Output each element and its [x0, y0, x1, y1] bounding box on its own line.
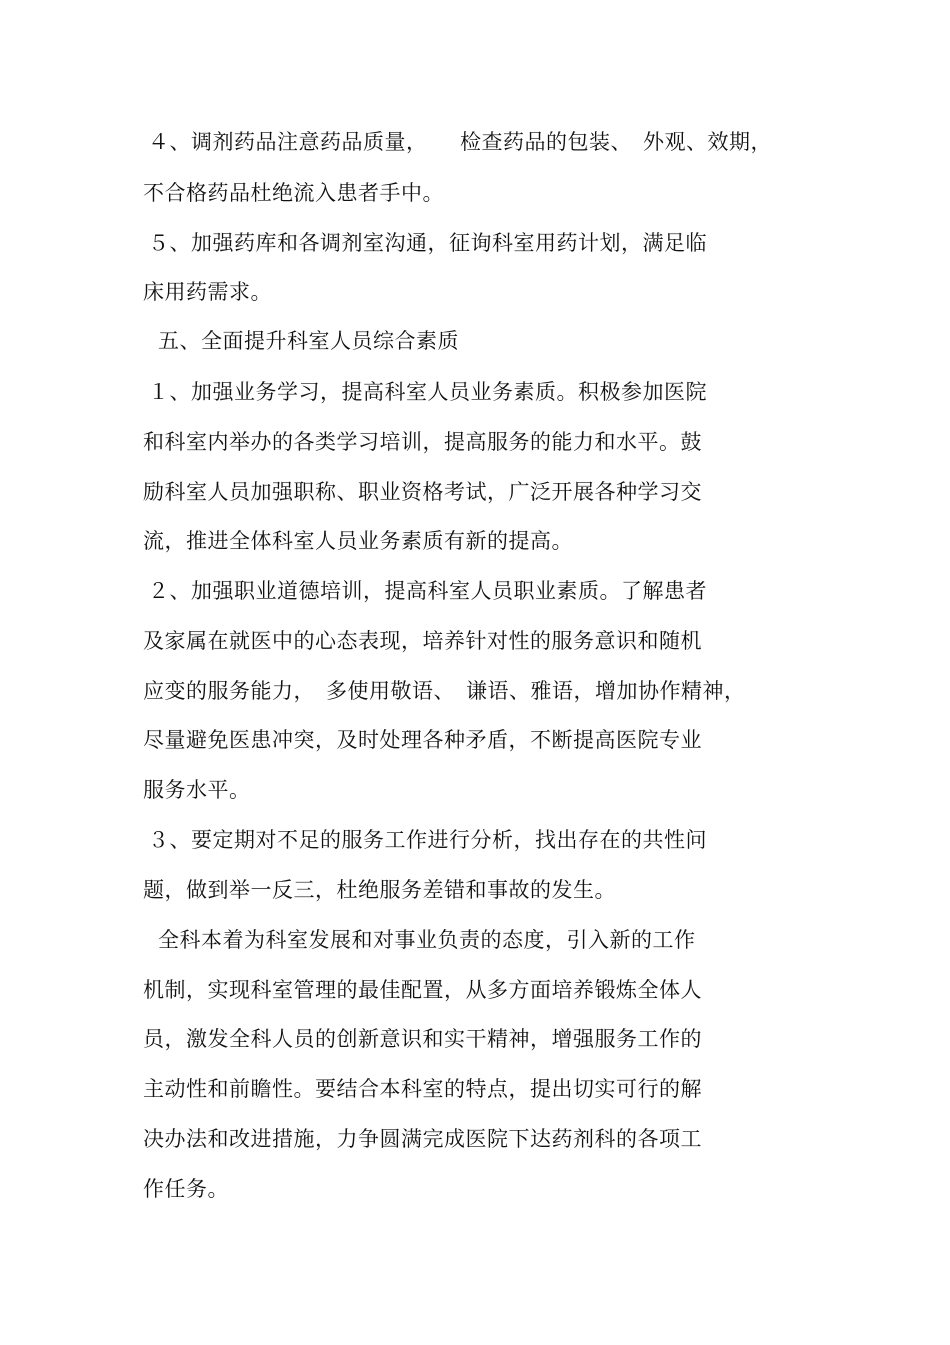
item-3-line-1: ３、要定期对不足的服务工作进行分析，找出存在的共性问	[148, 828, 707, 852]
item-1-line-2: 和科室内举办的各类学习培训，提高服务的能力和水平。鼓	[143, 430, 702, 454]
conclusion-line-5: 决办法和改进措施，力争圆满完成医院下达药剂科的各项工	[143, 1127, 702, 1151]
item-2-line-2: 及家属在就医中的心态表现，培养针对性的服务意识和随机	[143, 629, 702, 653]
section-heading-5: 五、全面提升科室人员综合素质	[158, 329, 459, 353]
item-2-line-5: 服务水平。	[143, 778, 251, 802]
paragraph-4-line-2: 不合格药品杜绝流入患者手中。	[143, 181, 444, 205]
conclusion-line-3: 员，激发全科人员的创新意识和实干精神，增强服务工作的	[143, 1027, 702, 1051]
item-3-line-2: 题，做到举一反三，杜绝服务差错和事故的发生。	[143, 878, 616, 902]
conclusion-line-4: 主动性和前瞻性。要结合本科室的特点，提出切实可行的解	[143, 1077, 702, 1101]
item-2-line-4: 尽量避免医患冲突，及时处理各种矛盾，不断提高医院专业	[143, 728, 702, 752]
paragraph-4-line-1: ４、调剂药品注意药品质量， 检查药品的包装、 外观、效期，	[148, 130, 772, 154]
item-2-line-1: ２、加强职业道德培训，提高科室人员职业素质。了解患者	[148, 579, 707, 603]
conclusion-line-6: 作任务。	[143, 1177, 229, 1201]
item-1-line-3: 励科室人员加强职称、职业资格考试，广泛开展各种学习交	[143, 480, 702, 504]
item-1-line-1: １、加强业务学习，提高科室人员业务素质。积极参加医院	[148, 380, 707, 404]
paragraph-5-line-1: ５、加强药库和各调剂室沟通，征询科室用药计划，满足临	[148, 231, 707, 255]
paragraph-5-line-2: 床用药需求。	[143, 280, 272, 304]
item-1-line-4: 流，推进全体科室人员业务素质有新的提高。	[143, 529, 573, 553]
conclusion-line-2: 机制，实现科室管理的最佳配置，从多方面培养锻炼全体人	[143, 978, 702, 1002]
item-2-line-3: 应变的服务能力， 多使用敬语、 谦语、雅语，增加协作精神，	[143, 679, 746, 703]
conclusion-line-1: 全科本着为科室发展和对事业负责的态度，引入新的工作	[158, 928, 696, 952]
